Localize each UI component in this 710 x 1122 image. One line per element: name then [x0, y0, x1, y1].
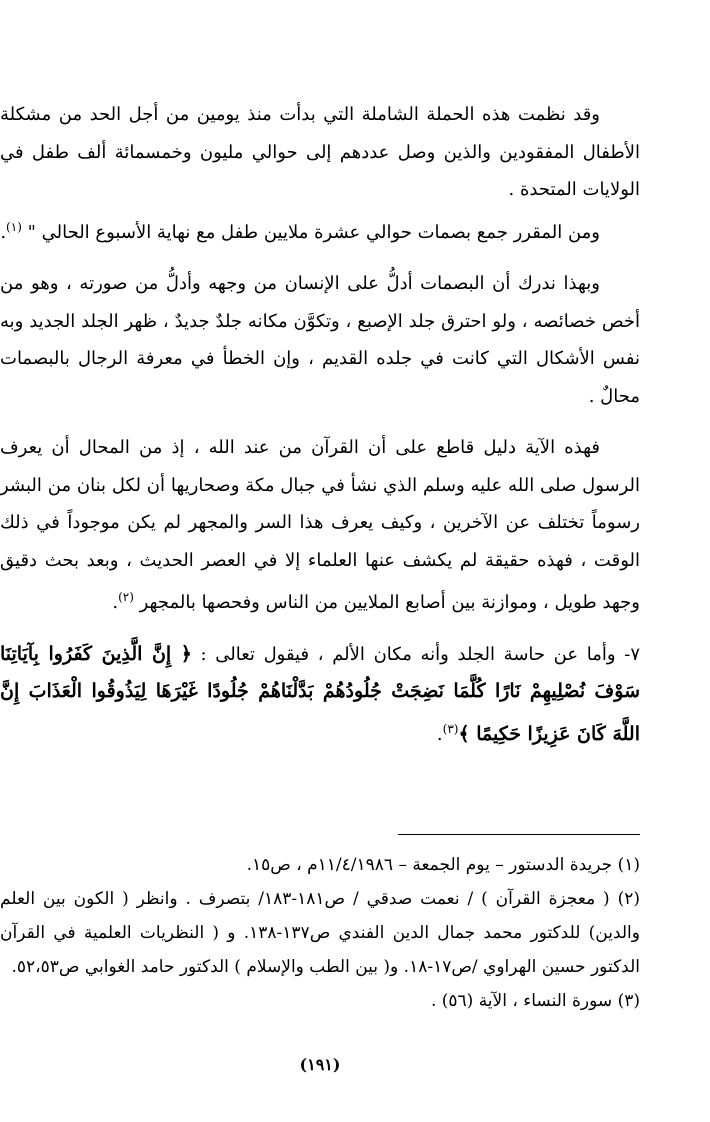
paragraph-4: فهذه الآية دليل قاطع على أن القرآن من عند الله ، إذ من المحال أن يعرف الرسول صلى الله عليه وسلم الذي نشأ في جبال مكة وصحاريها أن لكل بنان من البشر رسوماً تختلف عن الآخرين ، وكيف يعرف هذا السر والمجهر لم يكن موجوداً في ذلك الوقت ، فهذه حقيقة لم يكشف عنها العلماء إلا في العصر الحديث ، وبعد بحث دقيق وجهد طويل ، وموازنة بين أصابع الملايين من الناس وفحصها بالمجهر $^{(٢)}$. [0, 437, 640, 613]
footnote-3: (٣) سورة النساء ، الآية (٥٦) . [430, 991, 640, 1011]
paragraph-2: ومن المقرر جمع بصمات حوالي عشرة ملايين طفل مع نهاية الأسبوع الحالي " $^{(١)}$. [0, 219, 600, 243]
footnotes [0, 848, 640, 1018]
paragraph-3: وبهذا ندرك أن البصمات أدلُّ على الإنسان من وجهه وأدلُّ من صورته ، وهو من أخص خصائصه ، ولو احترق جلد الإصبع ، وتكوَّن مكانه جلدٌ جديدٌ ، ظهر الجلد الجديد وبه نفس الأشكال التي كانت في جلده القديم ، وإن الخطأ في معرفة الرجال بالبصمات محالٌ . [0, 273, 640, 407]
paragraph-1: وقد نظمت هذه الحملة الشاملة التي بدأت منذ يومين من أجل الحد من مشكلة الأطفال المفقودين والذين وصل عددهم إلى حوالي مليون وخمسمائة ألف طفل في الولايات المتحدة . [0, 104, 640, 200]
footnote-ref-3: (٣) [442, 721, 459, 736]
page-number: (١٩١) [299, 1055, 341, 1074]
footnote-1: (١) جريدة الدستور – يوم الجمعة – ١١/٤/١٩٨٦م ، ص١٥. [246, 855, 640, 875]
paragraph-5: ٧- وأما عن حاسة الجلد وأنه مكان الألم ، فيقول تعالى : ﴿ إِنَّ الَّذِينَ كَفَرُوا بِآيَاتِنَا سَوْفَ نُصْلِيهِمْ نَارًا كُلَّمَا نَضِجَتْ جُلُودُهُمْ بَدَّلْنَاهُمْ جُلُودًا غَيْرَهَا لِيَذُوقُوا الْعَذَابَ إِنَّ اللَّهَ كَانَ عَزِيزًا حَكِيمًا ﴾$^{(٣)}$. [0, 642, 640, 745]
paragraph-2-text: ومن المقرر جمع بصمات حوالي عشرة ملايين طفل مع نهاية الأسبوع الحالي " [21, 221, 600, 243]
footnote-2: (٢) ( معجزة القرآن ) / نعمت صدقي / ص١٨١-١٨٣/ بتصرف . وانظر ( الكون بين العلم والدين) للدكتور محمد جمال الدين الفندي ص١٣٧-١٣٨. و ( النظريات العلمية في القرآن الدكتور حسين الهراوي /ص١٧-١٨. و( بين الطب والإسلام ) الدكتور حامد الغوابي ص٥٢،٥٣. [0, 889, 640, 977]
footnote-ref-1: (١) [6, 219, 22, 234]
paragraph-5-text: ٧- وأما عن حاسة الجلد وأنه مكان الألم ، فيقول تعالى : [191, 643, 640, 665]
paragraph-4-text: فهذه الآية دليل قاطع على أن القرآن من عند الله ، إذ من المحال أن يعرف الرسول صلى الله عليه وسلم الذي نشأ في جبال مكة وصحاريها أن لكل بنان من البشر رسوماً تختلف عن الآخرين ، وكيف يعرف هذا السر والمجهر لم يكن موجوداً في ذلك الوقت ، فهذه حقيقة لم يكشف عنها العلماء إلا في العصر الحديث ، وبعد بحث دقيق وجهد طويل ، وموازنة بين أصابع الملايين من الناس وفحصها بالمجهر [0, 437, 640, 613]
footnote-divider [398, 834, 640, 835]
quran-verse: ﴿ إِنَّ الَّذِينَ كَفَرُوا بِآيَاتِنَا سَوْفَ نُصْلِيهِمْ نَارًا كُلَّمَا نَضِجَتْ جُلُودُهُمْ بَدَّلْنَاهُمْ جُلُودًا غَيْرَهَا لِيَذُوقُوا الْعَذَابَ إِنَّ اللَّهَ كَانَ عَزِيزًا حَكِيمًا ﴾ [0, 642, 640, 745]
body-text [0, 96, 640, 753]
footnote-ref-2: (٢) [118, 590, 134, 604]
